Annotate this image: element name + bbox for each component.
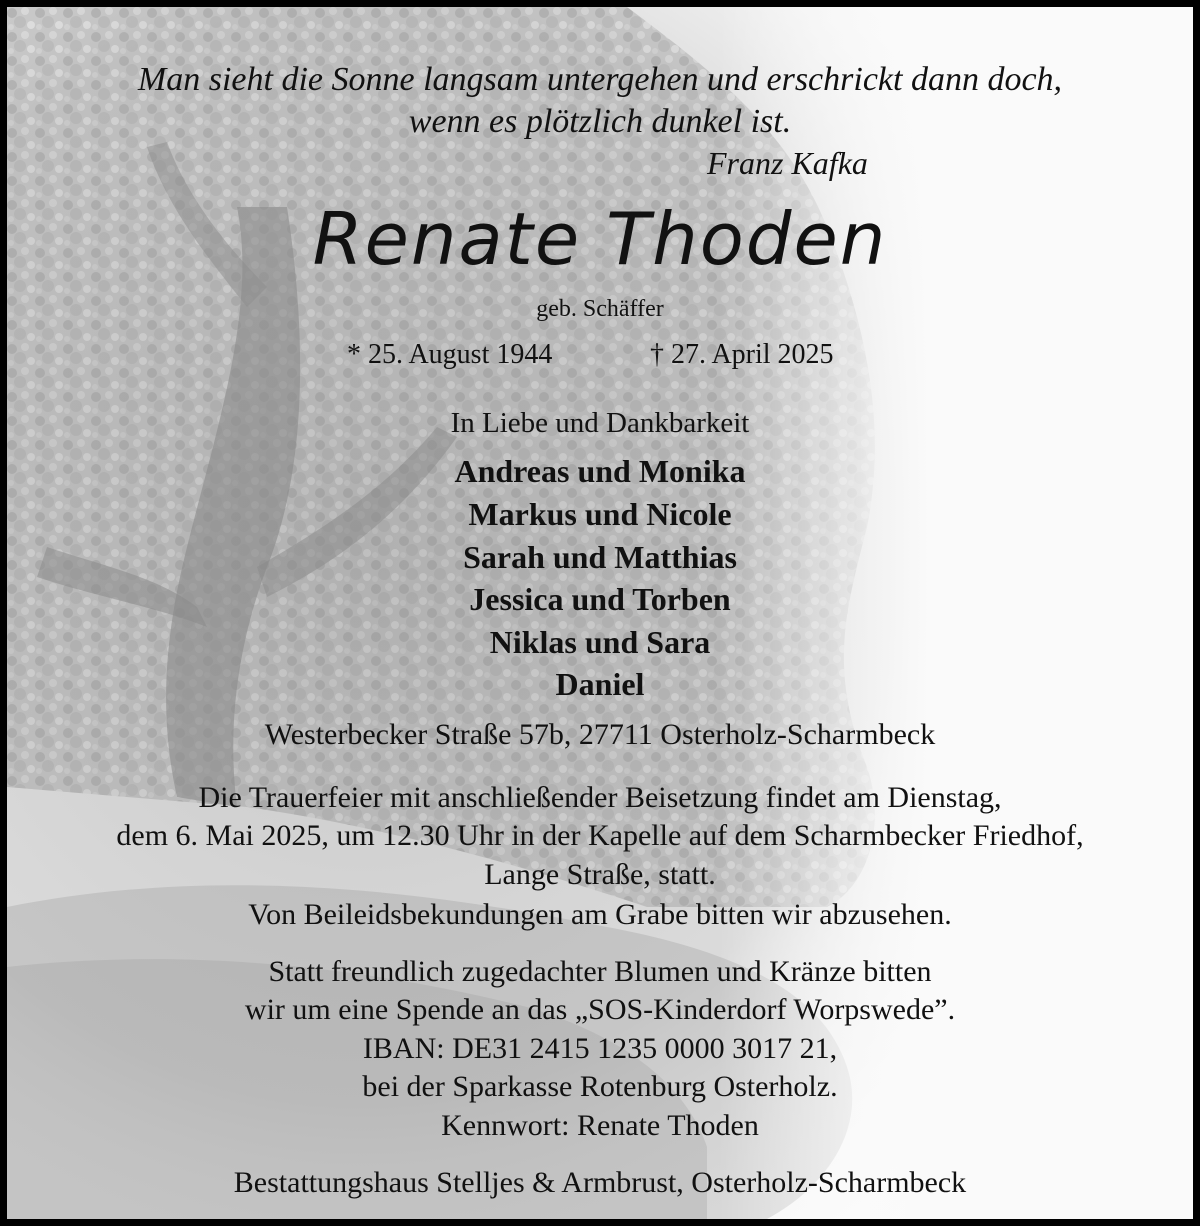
maiden-name: geb. Schäffer [536,296,664,322]
donation-line: bei der Sparkasse Rotenburg Osterholz. [362,1070,838,1103]
quote-line-1: Man sieht die Sonne langsam untergehen und erschrickt dann doch, [137,61,1063,98]
donation-line: wir um eine Spende an das „SOS-Kinderdorf Worpswede”. [244,993,956,1026]
funeral-home: Bestattungshaus Stelljes & Armbrust, Osterholz-Scharmbeck [233,1166,967,1199]
donation-iban: IBAN: DE31 2415 1235 0000 3017 21, [362,1032,838,1065]
address: Westerbecker Straße 57b, 27711 Osterholz-Scharmbeck [264,718,936,751]
quote-author: Franz Kafka [707,145,868,181]
dedication: In Liebe und Dankbarkeit [450,407,750,439]
family-member: Andreas und Monika [454,453,746,489]
ceremony-line: Von Beileidsbekundungen am Grabe bitten wir abzusehen. [248,898,952,931]
family-member: Daniel [555,666,645,702]
donation-line: Statt freundlich zugedachter Blumen und Kränze bitten [268,955,932,988]
ceremony-line: dem 6. Mai 2025, um 12.30 Uhr in der Kapelle auf dem Scharmbecker Friedhof, [116,819,1084,852]
deceased-name: Renate Thoden [312,197,888,281]
donation-keyword: Kennwort: Renate Thoden [441,1109,759,1142]
ceremony-line: Die Trauerfeier mit anschließender Beisetzung findet am Dienstag, [198,781,1002,814]
family-member: Markus und Nicole [468,496,732,532]
family-member: Jessica und Torben [469,581,731,617]
family-member: Sarah und Matthias [463,539,737,575]
quote-line-2: wenn es plötzlich dunkel ist. [408,103,792,140]
birth-date: * 25. August 1944 [347,339,553,370]
family-member: Niklas und Sara [489,624,711,660]
ceremony-line: Lange Straße, statt. [484,858,716,891]
death-date: † 27. April 2025 [650,339,834,370]
